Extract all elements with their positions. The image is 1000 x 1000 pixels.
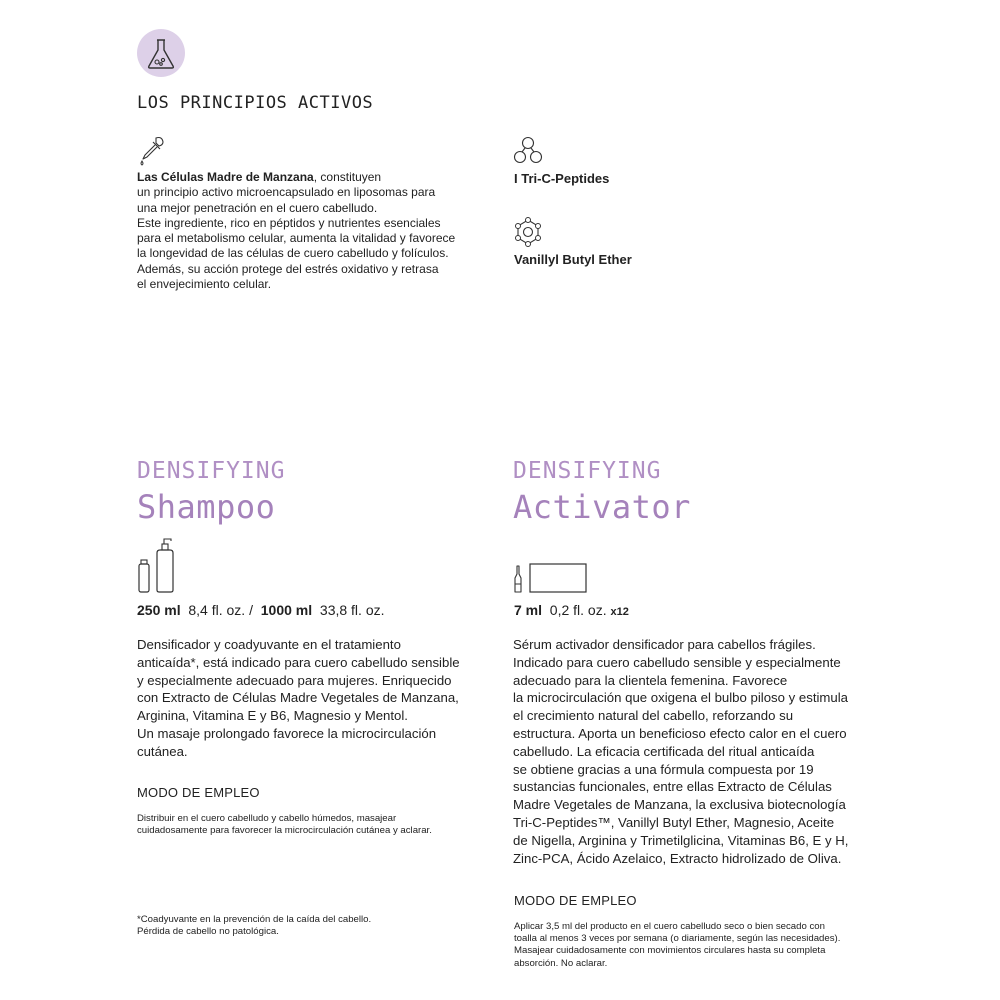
flask-icon-badge	[137, 29, 185, 77]
activator-desc-line: estructura. Aporta un beneficioso efecto calor en el cuero	[513, 725, 847, 741]
ingredient-line: Además, su acción protege del estrés oxidativo y retrasa	[137, 261, 439, 276]
molecule-icon	[512, 136, 544, 164]
ingredient-description	[137, 170, 477, 292]
shampoo-desc-line: y especialmente adecuado para mujeres. Enriquecido	[137, 672, 452, 688]
activator-description	[513, 636, 863, 867]
ingredient-intro: , constituyen	[313, 170, 382, 184]
ingredient-line: Este ingrediente, rico en péptidos y nutrientes esenciales	[137, 215, 441, 230]
vial-box-icon	[512, 562, 590, 596]
activator-mode-text	[514, 921, 874, 970]
activator-desc-line: cabelludo. La eficacia certificada del ritual anticaída	[513, 743, 815, 759]
shampoo-size2-ml: 1000 ml	[260, 602, 313, 618]
footnote-line: Pérdida de cabello no patológica.	[137, 926, 279, 938]
shampoo-desc-line: con Extracto de Células Madre Vegetales de Manzana,	[137, 690, 459, 706]
active-vanillyl-butyl-ether: Vanillyl Butyl Ether	[514, 252, 632, 267]
shampoo-desc-line: cutánea.	[137, 743, 188, 759]
activator-desc-line: la microcirculación que oxigena el bulbo piloso y estimula	[513, 690, 848, 706]
activator-name: Activator	[513, 488, 691, 526]
shampoo-mode-line: Distribuir en el cuero cabelludo y cabello húmedos, masajear	[137, 813, 397, 824]
shampoo-desc-line: Un masaje prolongado favorece la microcirculación	[137, 725, 437, 741]
flask-icon	[137, 29, 185, 77]
activator-size-oz: 0,2 fl. oz.	[549, 602, 607, 618]
activator-desc-line: Indicado para cuero cabelludo sensible y especialmente	[513, 654, 841, 670]
activator-sizes	[514, 602, 629, 618]
activator-desc-line: se obtiene gracias a una fórmula compuesta por 19	[513, 761, 814, 777]
active-tri-c-peptides: I Tri-C-Peptides	[514, 171, 610, 186]
ingredient-line: la longevidad de las células de cuero cabelludo y folículos.	[137, 246, 449, 261]
shampoo-footnote	[137, 914, 482, 938]
shampoo-size2-oz: 33,8 fl. oz.	[319, 602, 385, 618]
hexagon-molecule-icon	[512, 216, 544, 248]
ingredient-line: el envejecimiento celular.	[137, 277, 272, 292]
activator-desc-line: Zinc-PCA, Ácido Azelaico, Extracto hidrolizado de Oliva.	[513, 850, 842, 866]
shampoo-mode-line: cuidadosamente para favorecer la microcirculación cutánea y aclarar.	[137, 825, 432, 837]
shampoo-desc-line: Densificador y coadyuvante en el tratamiento	[137, 637, 401, 652]
ingredient-name: Las Células Madre de Manzana	[137, 170, 314, 184]
shampoo-desc-line: anticaída*, está indicado para cuero cabelludo sensible	[137, 654, 460, 670]
shampoo-mode-text	[137, 813, 482, 837]
activator-mode-title: MODO DE EMPLEO	[514, 893, 637, 908]
shampoo-desc-line: Arginina, Vitamina E y B6, Magnesio y Mentol.	[137, 708, 408, 724]
ingredient-line: un principio activo microencapsulado en liposomas para	[137, 185, 436, 200]
activator-desc-line: adecuado para la clientela femenina. Favorece	[513, 672, 788, 688]
activator-desc-line: sustancias funcionales, entre ellas Extracto de Células	[513, 779, 832, 795]
activator-mode-line: Aplicar 3,5 ml del producto en el cuero cabelludo seco o bien secado con	[514, 921, 825, 932]
activator-desc-line: Madre Vegetales de Manzana, la exclusiva biotecnología	[513, 797, 846, 813]
shampoo-mode-title: MODO DE EMPLEO	[137, 785, 260, 800]
activator-mode-line: absorción. No aclarar.	[514, 957, 608, 969]
section-title: LOS PRINCIPIOS ACTIVOS	[137, 93, 374, 113]
shampoo-name: Shampoo	[137, 488, 276, 526]
shampoo-size1-ml: 250 ml	[137, 602, 181, 618]
shampoo-size1-oz: 8,4 fl. oz. /	[188, 602, 253, 618]
activator-desc-line: Tri-C-Peptides™, Vanillyl Butyl Ether, Magnesio, Aceite	[513, 814, 835, 830]
shampoo-description	[137, 636, 482, 761]
activator-desc-line: el crecimiento natural del cabello, reforzando su	[513, 708, 794, 724]
shampoo-kicker: DENSIFYING	[137, 458, 286, 484]
dropper-icon	[137, 136, 165, 166]
bottle-pump-icon	[137, 536, 179, 594]
ingredient-line: una mejor penetración en el cuero cabelludo.	[137, 200, 378, 215]
activator-desc-line: de Nigella, Arginina y Trimetilglicina, Vitaminas B6, E y H,	[513, 832, 849, 848]
activator-kicker: DENSIFYING	[513, 458, 662, 484]
activator-mode-line: toalla al menos 3 veces por semana (o diariamente, según las necesidades).	[514, 933, 841, 945]
activator-size-ml: 7 ml	[514, 602, 543, 618]
activator-desc-line: Sérum activador densificador para cabellos frágiles.	[513, 637, 816, 652]
ingredient-line: para el metabolismo celular, aumenta la vitalidad y favorece	[137, 231, 456, 246]
activator-count: x12	[610, 606, 629, 618]
shampoo-sizes	[137, 602, 385, 618]
footnote-line: *Coadyuvante en la prevención de la caída del cabello.	[137, 914, 372, 925]
activator-mode-line: Masajear cuidadosamente con movimientos circulares hasta su completa	[514, 945, 826, 957]
